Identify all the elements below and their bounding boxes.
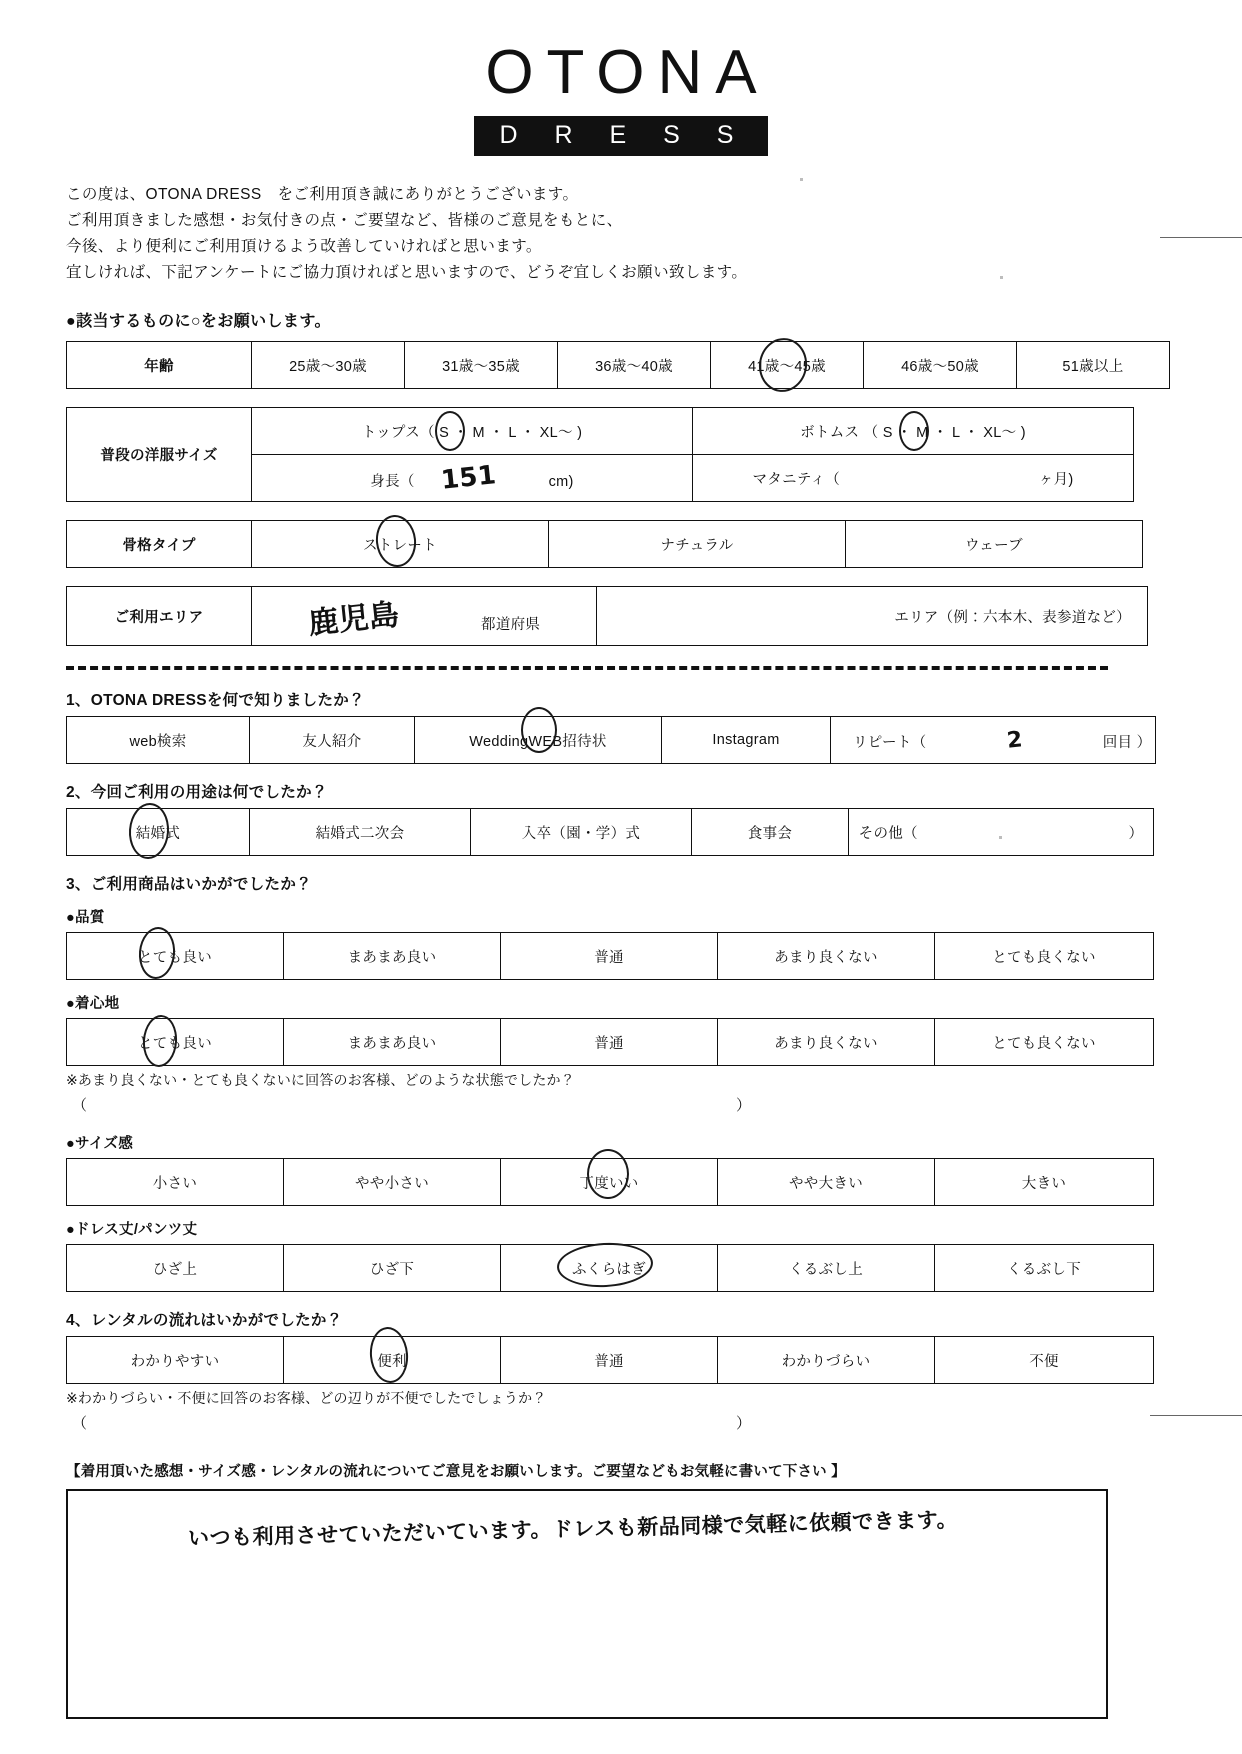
age-option-31-35[interactable]: 31歳～35歳 — [405, 342, 558, 389]
maternity-label: マタニティ（ — [752, 471, 841, 488]
table-row — [67, 587, 1148, 646]
comfort-option-fairly-good[interactable]: まあまあ良い — [284, 1019, 501, 1066]
quality-option-very-good-label: とても良い — [138, 949, 212, 966]
prefecture-value: 鹿児島 — [306, 597, 401, 642]
quality-table — [66, 932, 1154, 980]
size-feel-subtitle: ●サイズ感 — [66, 1136, 134, 1152]
maternity-cell[interactable] — [693, 455, 1134, 502]
question-2-title: 2、今回ご利用の用途は何でしたか？ — [66, 784, 328, 801]
brand-logo — [0, 0, 1242, 156]
q1-repeat-suffix: 回目 ） — [1102, 734, 1152, 751]
q1-option-wedding-web[interactable] — [415, 717, 662, 764]
length-option-below-ankle[interactable]: くるぶし下 — [935, 1245, 1154, 1292]
age-option-25-30[interactable]: 25歳～30歳 — [252, 342, 405, 389]
area-row-label: ご利用エリア — [67, 587, 252, 646]
q2-other-close: ） — [1128, 825, 1144, 842]
q2-option-after-party[interactable]: 結婚式二次会 — [250, 809, 471, 856]
maternity-unit: ヶ月) — [1038, 471, 1074, 488]
comment-section-title: 【着用頂いた感想・サイズ感・レンタルの流れについてご意見をお願いします。ご要望などもお気軽に書いて下さい 】 — [66, 1464, 846, 1480]
instruction-line: ●該当するものに○をお願いします。 — [66, 313, 331, 330]
age-option-41-45[interactable] — [711, 342, 864, 389]
q4-option-inconvenient[interactable]: 不便 — [935, 1337, 1154, 1384]
body-type-option-straight-label: ストレート — [363, 537, 437, 554]
q4-option-convenient[interactable] — [284, 1337, 501, 1384]
intro-line-4: 宜しければ、下記アンケートにご協力頂ければと思いますので、どうぞ宜しくお願い致します。 — [66, 264, 748, 281]
q2-table — [66, 808, 1154, 856]
q4-option-convenient-label: 便利 — [377, 1353, 407, 1370]
size-feel-option-just-right-label: 丁度いい — [579, 1175, 639, 1192]
table-row — [67, 408, 1134, 455]
q2-option-wedding-label: 結婚式 — [135, 825, 181, 842]
size-feel-option-large[interactable]: 大きい — [935, 1159, 1154, 1206]
section-divider — [66, 666, 1108, 670]
q4-option-normal[interactable]: 普通 — [501, 1337, 718, 1384]
comfort-option-normal[interactable]: 普通 — [501, 1019, 718, 1066]
table-row — [67, 342, 1170, 389]
scan-edge-line — [1160, 237, 1242, 238]
quality-option-normal[interactable]: 普通 — [501, 933, 718, 980]
size-feel-option-just-right[interactable] — [501, 1159, 718, 1206]
table-row — [67, 1337, 1154, 1384]
comfort-followup-note: ※あまり良くない・とても良くないに回答のお客様、どのような状態でしたか？ — [66, 1072, 575, 1088]
q2-option-other[interactable] — [849, 809, 1154, 856]
length-option-calf-label: ふくらはぎ — [572, 1261, 646, 1278]
quality-option-very-good[interactable] — [67, 933, 284, 980]
q4-option-easy-to-understand[interactable]: わかりやすい — [67, 1337, 284, 1384]
table-row — [67, 521, 1143, 568]
quality-option-very-bad[interactable]: とても良くない — [935, 933, 1154, 980]
comfort-option-very-bad[interactable]: とても良くない — [935, 1019, 1154, 1066]
q2-option-ceremony[interactable]: 入卒（園・学）式 — [471, 809, 692, 856]
body-type-option-natural[interactable]: ナチュラル — [549, 521, 846, 568]
body-type-table — [66, 520, 1143, 568]
q1-option-instagram[interactable]: Instagram — [662, 717, 831, 764]
table-row — [67, 933, 1154, 980]
intro-line-3: 今後、より便利にご利用頂けるよう改善していければと思います。 — [66, 238, 542, 255]
clothing-size-table — [66, 407, 1134, 502]
q4-followup-note: ※わかりづらい・不便に回答のお客様、どの辺りが不便でしたでしょうか？ — [66, 1390, 547, 1406]
comfort-table — [66, 1018, 1154, 1066]
q2-option-dining[interactable]: 食事会 — [692, 809, 849, 856]
intro-line-1: この度は、OTONA DRESS をご利用頂き誠にありがとうございます。 — [66, 186, 579, 203]
age-row-label: 年齢 — [67, 342, 252, 389]
table-row — [67, 809, 1154, 856]
scan-artifact — [1000, 276, 1003, 279]
q1-table — [66, 716, 1156, 764]
age-option-36-40[interactable]: 36歳～40歳 — [558, 342, 711, 389]
tops-size-label: トップス（ S ・ M ・ L ・ XL～ ) — [361, 424, 583, 441]
q2-other-label: その他（ — [858, 825, 918, 842]
quality-subtitle: ●品質 — [66, 910, 105, 926]
intro-paragraph — [66, 182, 1242, 286]
length-option-above-knee[interactable]: ひざ上 — [67, 1245, 284, 1292]
age-table — [66, 341, 1170, 389]
clothing-size-row-label: 普段の洋服サイズ — [67, 408, 252, 502]
length-option-above-ankle[interactable]: くるぶし上 — [718, 1245, 935, 1292]
scan-edge-line — [1150, 1415, 1242, 1416]
body-type-option-wave[interactable]: ウェーブ — [846, 521, 1143, 568]
body-type-row-label: 骨格タイプ — [67, 521, 252, 568]
bottoms-size-label: ボトムス （ S ・ M ・ L ・ XL～ ) — [800, 424, 1026, 441]
height-value: 151 — [439, 460, 498, 496]
age-option-51-plus[interactable]: 51歳以上 — [1017, 342, 1170, 389]
comfort-option-very-good[interactable] — [67, 1019, 284, 1066]
q4-option-hard-to-understand[interactable]: わかりづらい — [718, 1337, 935, 1384]
q1-option-friend[interactable]: 友人紹介 — [250, 717, 415, 764]
table-row — [67, 717, 1156, 764]
comment-handwritten-text: いつも利用させていただいています。ドレスも新品同様で気軽に依頼できます。 — [187, 1507, 959, 1551]
comfort-option-very-good-label: とても良い — [138, 1035, 212, 1052]
bottoms-size-cell[interactable] — [693, 408, 1134, 455]
q4-answer-row[interactable] — [66, 1412, 1106, 1438]
comfort-answer-row[interactable] — [66, 1094, 1106, 1120]
prefecture-suffix: 都道府県 — [481, 617, 541, 633]
open-paren: （ — [72, 1415, 88, 1432]
q1-repeat-prefix: リピート（ — [853, 734, 927, 751]
q4-table — [66, 1336, 1154, 1384]
quality-option-fairly-good[interactable]: まあまあ良い — [284, 933, 501, 980]
length-option-calf[interactable] — [501, 1245, 718, 1292]
age-option-46-50[interactable]: 46歳～50歳 — [864, 342, 1017, 389]
area-table — [66, 586, 1148, 646]
q1-option-repeat[interactable] — [831, 717, 1156, 764]
body-type-option-straight[interactable] — [252, 521, 549, 568]
table-row — [67, 1019, 1154, 1066]
size-feel-option-small[interactable]: 小さい — [67, 1159, 284, 1206]
comfort-subtitle: ●着心地 — [66, 996, 120, 1012]
size-feel-option-slightly-small[interactable]: やや小さい — [284, 1159, 501, 1206]
q1-option-wedding-web-label: WeddingWEB招待状 — [469, 733, 607, 750]
area-hint: エリア（例：六本木、表参道など） — [894, 609, 1131, 626]
quality-option-not-so-good[interactable]: あまり良くない — [718, 933, 935, 980]
table-row — [67, 1245, 1154, 1292]
length-subtitle: ●ドレス丈/パンツ丈 — [66, 1222, 198, 1238]
comment-box[interactable] — [66, 1489, 1108, 1719]
close-paren: ） — [736, 1415, 752, 1432]
question-3-title: 3、ご利用商品はいかがでしたか？ — [66, 876, 312, 893]
length-table — [66, 1244, 1154, 1292]
height-cell[interactable] — [252, 455, 693, 502]
prefecture-cell[interactable] — [252, 587, 597, 646]
size-feel-table — [66, 1158, 1154, 1206]
scan-artifact — [800, 178, 803, 181]
age-option-41-45-label: 41歳～45歳 — [748, 358, 826, 375]
length-option-below-knee[interactable]: ひざ下 — [284, 1245, 501, 1292]
brand-subtitle: D R E S S — [474, 116, 769, 156]
q1-option-web-search[interactable]: web検索 — [67, 717, 250, 764]
close-paren: ） — [736, 1097, 752, 1114]
q2-option-wedding[interactable] — [67, 809, 250, 856]
tops-size-cell[interactable] — [252, 408, 693, 455]
open-paren: （ — [72, 1097, 88, 1114]
question-4-title: 4、レンタルの流れはいかがでしたか？ — [66, 1312, 343, 1329]
intro-line-2: ご利用頂きました感想・お気付きの点・ご要望など、皆様のご意見をもとに、 — [66, 212, 623, 229]
height-label: 身長（ — [370, 474, 415, 490]
table-row — [67, 1159, 1154, 1206]
size-feel-option-slightly-large[interactable]: やや大きい — [718, 1159, 935, 1206]
comfort-option-not-so-good[interactable]: あまり良くない — [718, 1019, 935, 1066]
area-detail-cell[interactable] — [597, 587, 1148, 646]
question-1-title: 1、OTONA DRESSを何で知りましたか？ — [66, 692, 365, 709]
brand-name: OTONA — [485, 38, 770, 107]
q1-repeat-value: 2 — [1005, 726, 1024, 754]
height-unit: cm) — [548, 474, 574, 490]
